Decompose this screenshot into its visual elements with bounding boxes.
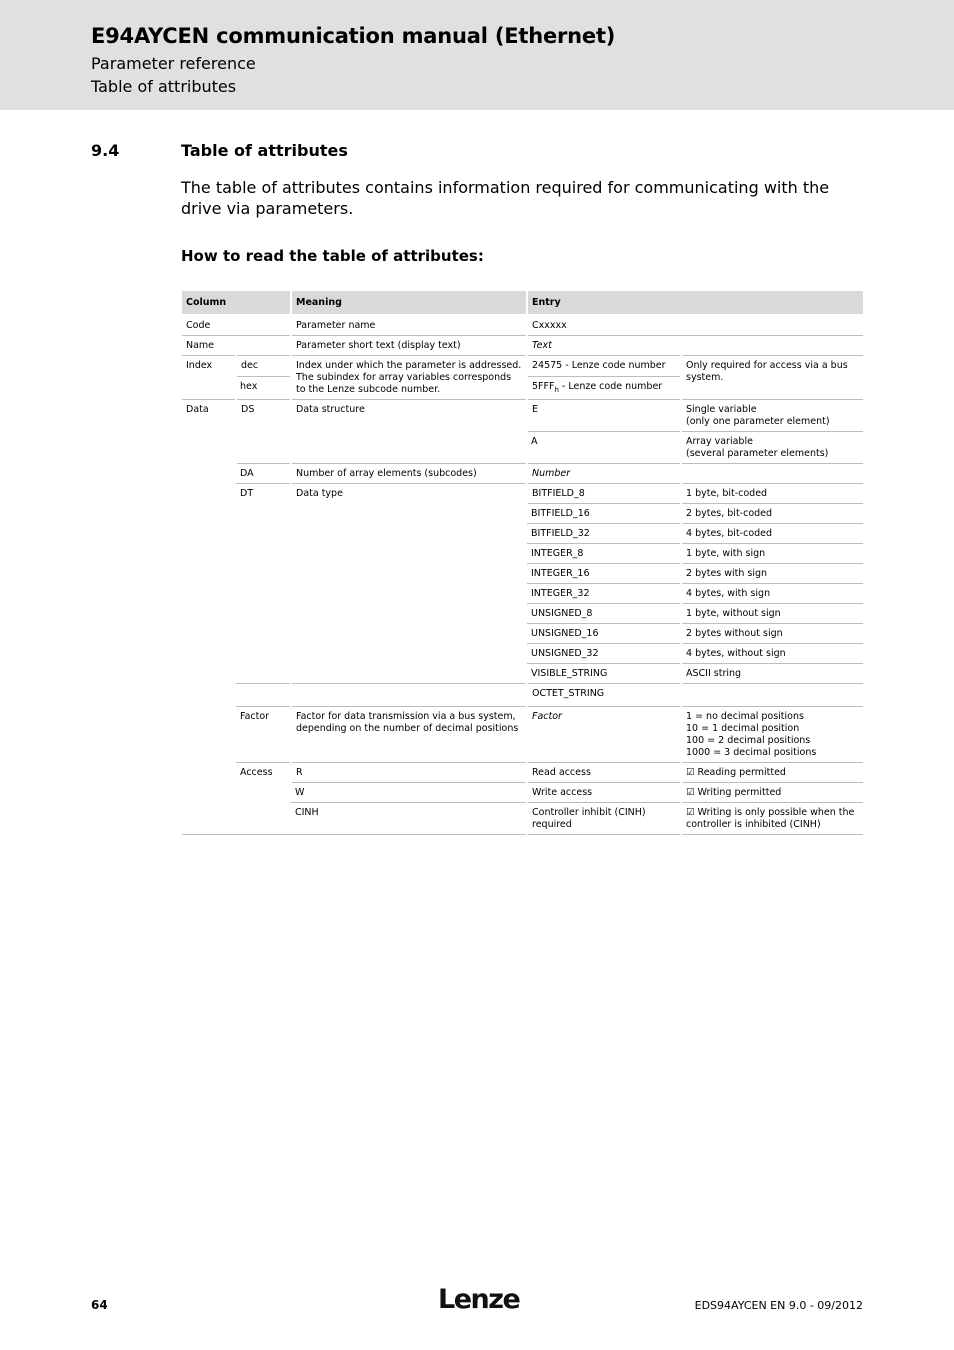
cell-code-col: Code [182, 315, 291, 336]
cell-access-meaning: Write access [527, 783, 681, 803]
cell-access-code: W [291, 783, 527, 803]
cell-type-desc: 4 bytes, bit-coded [681, 524, 863, 544]
cell-type-name: INTEGER_32 [527, 584, 681, 604]
cell-type-desc [681, 684, 863, 707]
cell-type-name: INTEGER_16 [527, 564, 681, 584]
cell-type-desc: 2 bytes, bit-coded [681, 504, 863, 524]
table-row [182, 707, 863, 763]
cell-type-name: VISIBLE_STRING [527, 664, 681, 684]
cell-data-da-meaning: Number of array elements (subcodes) [291, 464, 527, 484]
cell-index-hex: hex [236, 376, 291, 399]
cell-type-name: BITFIELD_8 [527, 484, 681, 504]
cell-type-name: BITFIELD_16 [527, 504, 681, 524]
table-row [182, 684, 863, 707]
ds-e-desc-line1: Single variable [686, 404, 757, 415]
cell-data-ds-a-desc [681, 432, 863, 464]
cell-type-name: OCTET_STRING [527, 684, 681, 707]
factor-desc-line: 1000 = 3 decimal positions [686, 747, 817, 758]
cell-data-factor-meaning: Factor for data transmission via a bus system, depending on the number of decimal positions [291, 707, 527, 763]
cell-index-dec-entry: 24575 - Lenze code number [527, 356, 681, 377]
cell-index-note: Only required for access via a bus system. [681, 356, 863, 400]
table-row [182, 315, 863, 336]
document-reference: EDS94AYCEN EN 9.0 - 09/2012 [694, 1299, 863, 1312]
ds-a-desc-line2: (several parameter elements) [686, 448, 829, 459]
cell-type-desc: 2 bytes with sign [681, 564, 863, 584]
subheading-howto: How to read the table of attributes: [181, 247, 484, 265]
header-entry: Entry [527, 291, 863, 315]
table-row [182, 400, 863, 432]
cell-data-ds-e-desc [681, 400, 863, 432]
cell-data-col: Data [182, 400, 236, 835]
factor-desc-line: 10 = 1 decimal position [686, 723, 800, 734]
cell-data-ds-a: A [527, 432, 681, 464]
ds-a-desc-line1: Array variable [686, 436, 753, 447]
cell-access-entry: ☑ Writing permitted [681, 783, 863, 803]
breadcrumb-section: Table of attributes [91, 77, 237, 96]
factor-desc-line: 100 = 2 decimal positions [686, 735, 811, 746]
table-row [182, 763, 863, 783]
cell-index-meaning: Index under which the parameter is addressed. The subindex for array variables corresponds to the Lenze subcode number. [291, 356, 527, 400]
cell-data-da-entry: Number [527, 464, 863, 484]
cell-name-col: Name [182, 336, 291, 356]
cell-type-name: UNSIGNED_16 [527, 624, 681, 644]
cell-type-name: BITFIELD_32 [527, 524, 681, 544]
cell-access-col: Access [236, 763, 291, 835]
table-row [182, 356, 863, 377]
cell-data-dt: DT [236, 484, 291, 684]
cell-index-hex-entry [527, 376, 681, 399]
cell-type-name: INTEGER_8 [527, 544, 681, 564]
section-number: 9.4 [91, 141, 120, 160]
cell-type-desc: 4 bytes, with sign [681, 584, 863, 604]
cell-code-entry: Cxxxxx [527, 315, 863, 336]
cell-data-factor-entry: Factor [527, 707, 681, 763]
cell-type-desc: ASCII string [681, 664, 863, 684]
cell-data-da: DA [236, 464, 291, 484]
table-row [182, 464, 863, 484]
section-title: Table of attributes [181, 141, 348, 160]
ds-e-desc-line2: (only one parameter element) [686, 416, 830, 427]
table-header-row [182, 291, 863, 315]
cell-type-desc: 1 byte, without sign [681, 604, 863, 624]
cell-access-entry: ☑ Writing is only possible when the controller is inhibited (CINH) [681, 803, 863, 835]
table-row [182, 336, 863, 356]
attributes-table [182, 291, 863, 835]
cell-empty [291, 684, 527, 707]
cell-access-meaning: Controller inhibit (CINH) required [527, 803, 681, 835]
cell-data-dt-meaning: Data type [291, 484, 527, 684]
hex-entry-main: 5FFF [532, 380, 555, 392]
cell-data-factor-desc [681, 707, 863, 763]
intro-paragraph: The table of attributes contains information required for communicating with the drive via parameters. [181, 178, 830, 218]
cell-type-name: UNSIGNED_8 [527, 604, 681, 624]
cell-type-name: UNSIGNED_32 [527, 644, 681, 664]
cell-access-entry: ☑ Reading permitted [681, 763, 863, 783]
cell-name-entry: Text [527, 336, 863, 356]
cell-data-ds: DS [236, 400, 291, 464]
cell-access-meaning: Read access [527, 763, 681, 783]
cell-data-ds-e: E [527, 400, 681, 432]
cell-index-col: Index [182, 356, 236, 400]
cell-data-ds-meaning: Data structure [291, 400, 527, 464]
cell-name-meaning: Parameter short text (display text) [291, 336, 527, 356]
cell-type-desc: 2 bytes without sign [681, 624, 863, 644]
cell-access-code: R [291, 763, 527, 783]
header-column: Column [182, 291, 291, 315]
factor-desc-line: 1 = no decimal positions [686, 711, 804, 722]
table-row [182, 484, 863, 504]
page-number: 64 [91, 1298, 108, 1312]
cell-type-desc: 4 bytes, without sign [681, 644, 863, 664]
cell-code-meaning: Parameter name [291, 315, 527, 336]
cell-empty [236, 684, 291, 707]
page-header [0, 0, 954, 110]
cell-type-desc: 1 byte, with sign [681, 544, 863, 564]
cell-access-code: CINH [291, 803, 527, 835]
cell-index-dec: dec [236, 356, 291, 377]
hex-entry-subscript: h [554, 385, 559, 394]
document-title: E94AYCEN communication manual (Ethernet) [91, 24, 616, 48]
header-meaning: Meaning [291, 291, 527, 315]
cell-type-desc: 1 byte, bit-coded [681, 484, 863, 504]
breadcrumb-chapter: Parameter reference [91, 54, 256, 73]
hex-entry-rest: - Lenze code number [558, 380, 663, 392]
lenze-logo: Lenze [438, 1284, 520, 1315]
cell-data-factor: Factor [236, 707, 291, 763]
